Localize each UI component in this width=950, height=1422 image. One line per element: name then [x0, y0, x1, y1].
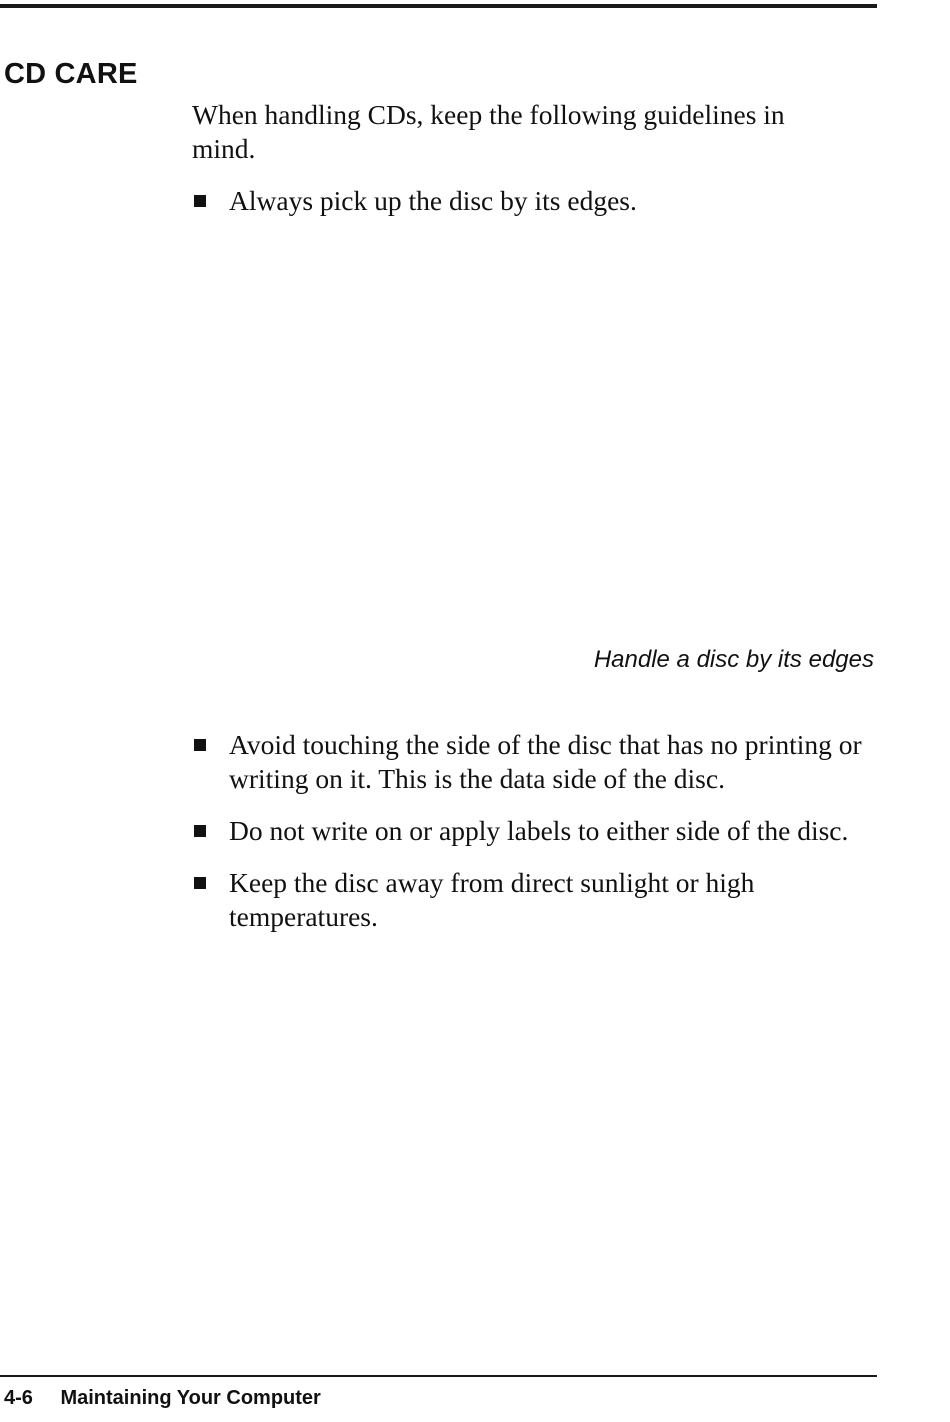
page-number: 4-6: [4, 1387, 33, 1409]
square-bullet-icon: [194, 195, 206, 207]
guideline-text: Always pick up the disc by its edges.: [229, 185, 637, 216]
guideline-text: Do not write on or apply labels to either side of the disc.: [229, 815, 849, 846]
guideline-item: [192, 184, 872, 218]
guideline-text: Keep the disc away from direct sunlight or high temperatures.: [229, 867, 755, 932]
intro-paragraph: When handling CDs, keep the following guidelines in mind.: [192, 99, 785, 164]
guideline-item: [192, 728, 872, 796]
section-heading: CD CARE: [4, 58, 138, 90]
guideline-list-top: [192, 184, 872, 218]
square-bullet-icon: [194, 877, 206, 889]
square-bullet-icon: [194, 739, 206, 751]
top-rule: [0, 4, 877, 8]
guideline-text: Avoid touching the side of the disc that has no printing or writing on it. This is the data side of the disc.: [229, 729, 862, 794]
guideline-item: [192, 814, 872, 848]
square-bullet-icon: [194, 825, 206, 837]
page-footer: [4, 1385, 321, 1411]
chapter-title: Maintaining Your Computer: [60, 1387, 321, 1409]
bottom-rule: [0, 1375, 877, 1377]
figure-area: [192, 232, 876, 632]
figure-caption: Handle a disc by its edges: [593, 646, 874, 673]
guideline-item: [192, 866, 872, 934]
guideline-list-bottom: [192, 728, 872, 934]
